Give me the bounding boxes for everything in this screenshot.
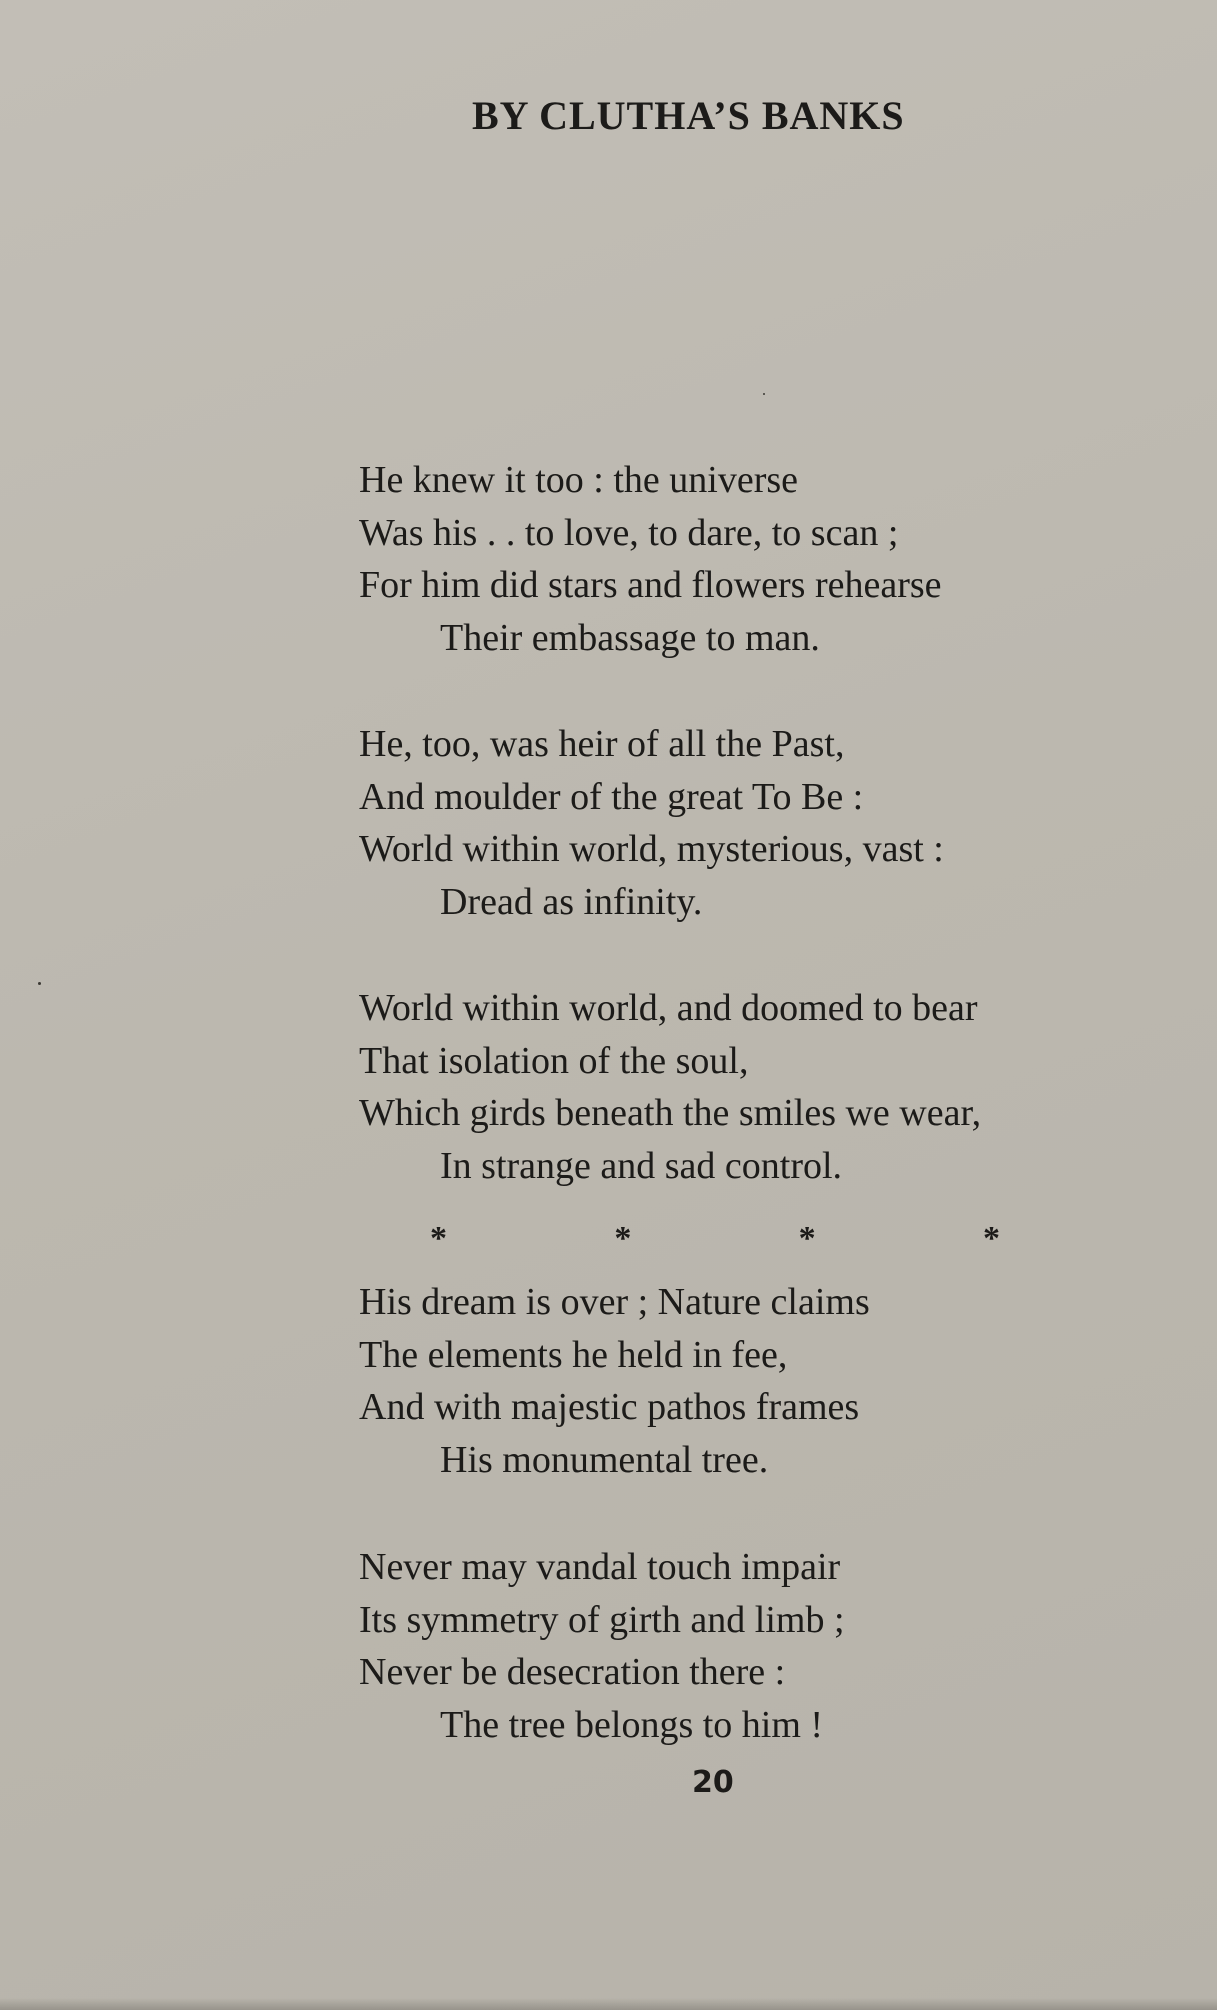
poem-line: For him did stars and flowers rehearse [359,564,942,607]
poem-line: Their embassage to man. [440,617,820,660]
poem-line: And with majestic pathos frames [359,1386,860,1429]
asterisk: * [798,1220,816,1257]
poem-line: He knew it too : the universe [359,459,799,501]
poem-line: Which girds beneath the smiles we wear, [359,1092,982,1135]
asterisk: * [614,1220,632,1257]
section-break [430,1220,1000,1258]
poem-line: World within world, and doomed to bear [359,987,978,1029]
poem-line: The tree belongs to him ! [440,1704,824,1747]
poem-line: His monumental tree. [440,1439,769,1482]
paper-speck [38,982,41,985]
poem-line: He, too, was heir of all the Past, [359,723,845,765]
poem-line: The elements he held in fee, [359,1333,788,1376]
poem-line: Was his . . to love, to dare, to scan ; [359,511,899,554]
poem-line: In strange and sad control. [440,1145,843,1188]
asterisk: * [430,1220,447,1257]
poem-line: And moulder of the great To Be : [359,775,864,818]
running-head: BY CLUTHA’S BANKS [472,93,905,138]
stanza-4 [359,1276,870,1487]
stanza-2 [359,718,944,929]
poem-line: Never be desecration there : [359,1651,786,1694]
stanza-3 [359,982,981,1193]
poem-line: Its symmetry of girth and limb ; [359,1598,845,1641]
paper-speck [763,393,765,395]
page-number: 20 [692,1765,734,1800]
poem-line: His dream is over ; Nature claims [359,1281,870,1323]
stanza-5 [359,1541,845,1752]
page-edge-shadow [0,1998,1217,2010]
poem-line: Never may vandal touch impair [359,1546,841,1588]
poem-line: Dread as infinity. [440,881,703,924]
poem-line: World within world, mysterious, vast : [359,828,944,871]
asterisk: * [982,1220,1000,1257]
stanza-1 [359,454,942,665]
poem-line: That isolation of the soul, [359,1039,749,1082]
